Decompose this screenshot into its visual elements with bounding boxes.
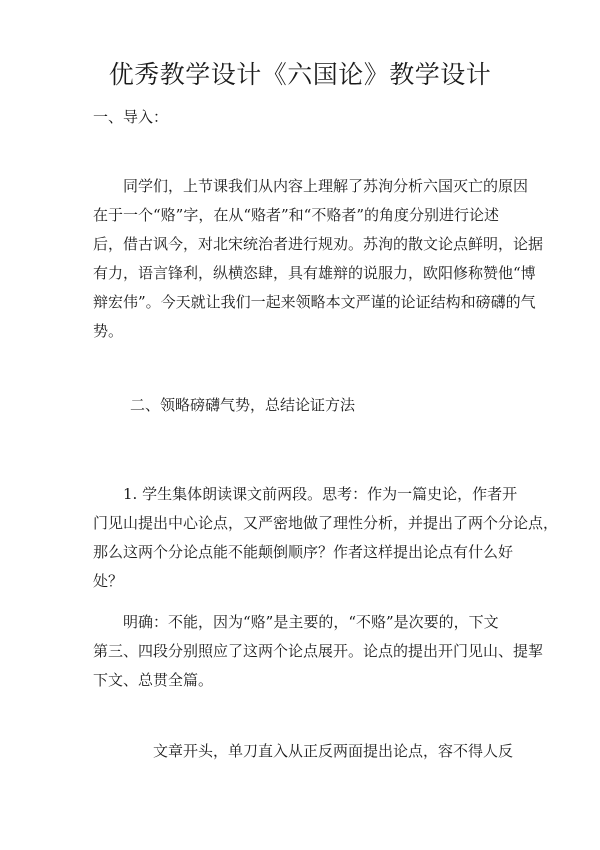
question-paragraph <box>93 480 559 596</box>
paragraph-line: 后，借古讽今，对北宋统治者进行规劝。苏洵的散文论点鲜明，论据 <box>93 235 544 253</box>
paragraph-line: 辩宏伟”。今天就让我们一起来领略本文严谨的论证结构和磅礴的气 <box>93 293 536 311</box>
paragraph-line: 势。 <box>93 322 124 340</box>
answer-paragraph <box>93 608 544 695</box>
paragraph-line: 同学们，上节课我们从内容上理解了苏洵分析六国灭亡的原因 <box>93 177 529 195</box>
paragraph-line: 下文、总贯全篇。 <box>93 671 214 689</box>
paragraph-line: 那么这两个分论点能不能颠倒顺序？作者这样提出论点有什么好 <box>93 543 514 561</box>
paragraph-line: 文章开头，单刀直入从正反两面提出论点，容不得人反 <box>93 742 514 760</box>
section-1-heading: 一、导入： <box>93 108 169 126</box>
paragraph-line: 门见山提出中心论点，又严密地做了理性分析，并提出了两个分论点， <box>93 514 559 532</box>
document-title: 优秀教学设计《六国论》教学设计 <box>108 60 492 89</box>
intro-paragraph <box>93 172 544 346</box>
section-2-heading: 二、领略磅礴气势，总结论证方法 <box>130 396 356 414</box>
paragraph-line: 在于一个“赂”字，在从“赂者”和“不赂者”的角度分别进行论述 <box>93 206 500 224</box>
paragraph-line: 1. 学生集体朗读课文前两段。思考：作为一篇史论，作者开 <box>93 485 518 503</box>
paragraph-line: 明确：不能，因为“赂”是主要的，“不赂”是次要的，下文 <box>93 613 499 631</box>
paragraph-line: 第三、四段分别照应了这两个论点展开。论点的提出开门见山、提挈 <box>93 642 544 660</box>
paragraph-line: 有力，语言锋利，纵横恣肆，具有雄辩的说服力，欧阳修称赞他“博 <box>93 264 536 282</box>
continuation-paragraph <box>93 737 533 766</box>
paragraph-line: 处？ <box>93 572 124 590</box>
